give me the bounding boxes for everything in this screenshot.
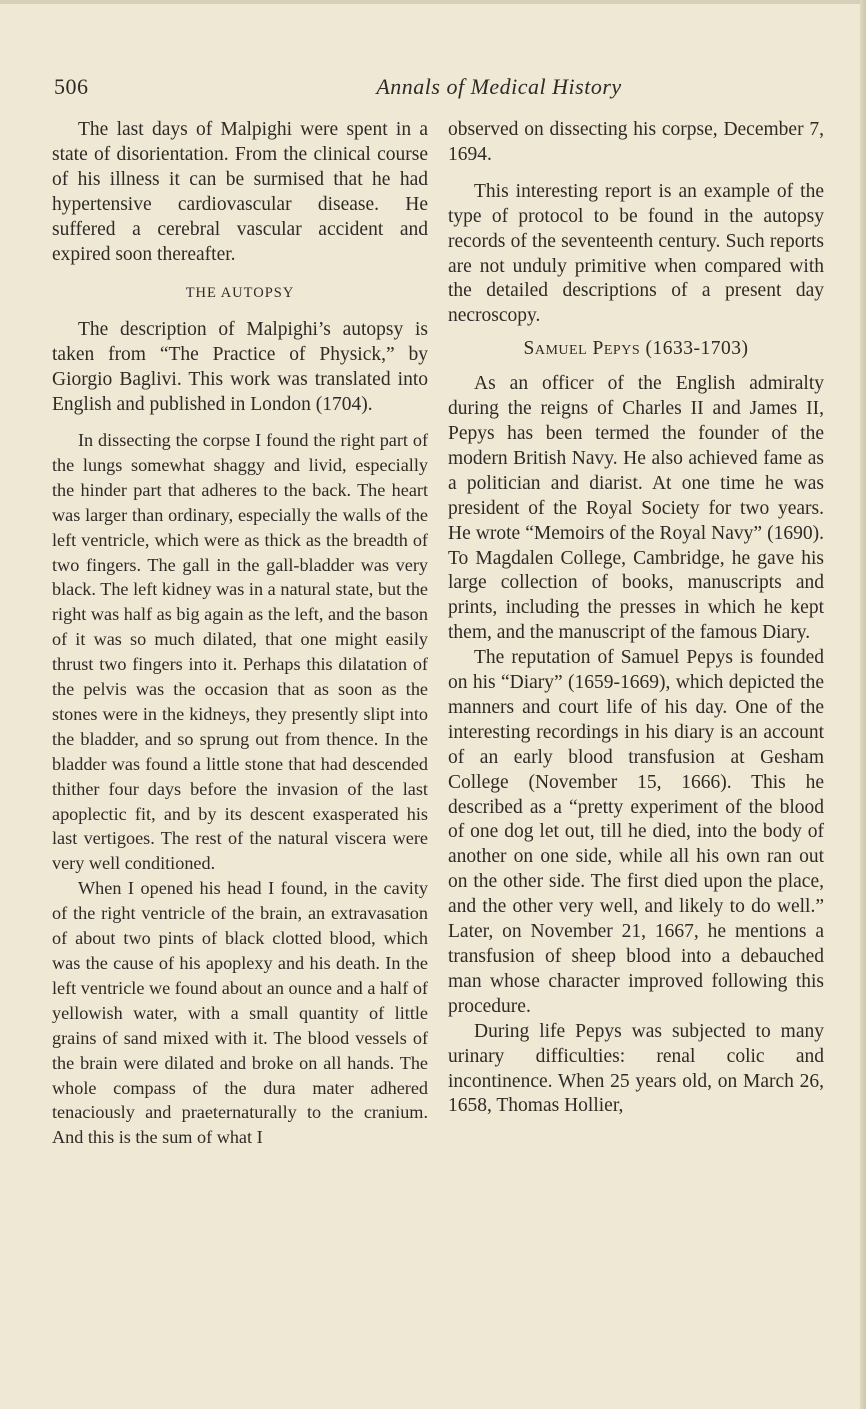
- right-column: [448, 118, 824, 1119]
- page-right-edge: [860, 0, 866, 1409]
- running-title: Annals of Medical History: [376, 74, 622, 99]
- paragraph-pepys-diary: The reputation of Samuel Pepys is founded on his “Diary” (1659-1669), which depicted the manners and court life of his day. One of the interesting recordings in his diary is an account of an early blood transfusion at Gesham College (November 15, 1666). This he described as a “pretty experiment of the blood of one dog let out, till he died, into the body of another on one side, while all his own ran out on the other side. The first died upon the place, and the other very well, and likely to do well.” Later, on November 21, 1667, he mentions a transfusion of sheep blood into a debauched man whose character improved following this procedure.: [448, 647, 824, 1017]
- quote-dissection: In dissecting the corpse I found the right part of the lungs somewhat shaggy and livid, especially the hinder part that adheres to the back. The heart was larger than ordinary, especially the walls of the left ventricle, which were as thick as the breadth of two fingers. The gall in the gall-bladder was very black. The left kidney was in a natural state, but the right was half as big again as the left, and the bason of it was so much dilated, that one might easily thrust two fingers into it. Perhaps this dilatation of the pelvis was the occasion that as soon as the stones were in the kidneys, they presently slipt into the bladder, and so sprung out from thence. In the bladder was found a little stone that had descended thither four days before the invasion of the last apoplectic fit, and by its descent exasperated his last vertigoes. The rest of the natural viscera were very well conditioned.: [52, 429, 428, 874]
- left-column: [52, 118, 428, 1150]
- section-heading-pepys: Samuel Pepys (1633-1703): [523, 338, 749, 360]
- paragraph-continuation: observed on dissecting his corpse, December 7, 1694.: [448, 119, 824, 165]
- quote-head: When I opened his head I found, in the cavity of the right ventricle of the brain, an extravasation of about two pints of black clotted blood, which was the cause of his apoplexy and his death. In the left ventricle we found about an ounce and a half of yellowish water, with a small quantity of little grains of sand mixed with it. The blood vessels of the brain were dilated and broke on all hands. The whole compass of the dura mater adhered tenaciously and praeternaturally to the cranium. And this is the sum of what I: [52, 878, 428, 1148]
- paragraph-pepys-urinary: During life Pepys was subjected to many urinary difficulties: renal colic and incontinence. When 25 years old, on March 26, 1658, Thomas Hollier,: [448, 1020, 824, 1117]
- section-heading-autopsy: THE AUTOPSY: [185, 285, 295, 302]
- page-number: 506: [54, 74, 89, 99]
- page-top-edge: [0, 0, 866, 4]
- paragraph-autopsy-source: The description of Malpighi’s autopsy is taken from “The Practice of Physick,” by Giorgio Baglivi. This work was translated into English and published in London (1704).: [52, 319, 428, 416]
- paragraph-protocol: This interesting report is an example of the type of protocol to be found in the autopsy records of the seventeenth century. Such reports are not unduly primitive when compared with the detailed descriptions of a present day necroscopy.: [448, 180, 824, 327]
- paragraph-last-days: The last days of Malpighi were spent in a state of disorientation. From the clinical course of his illness it can be surmised that he had hypertensive cardiovascular disease. He suffered a cerebral vascular accident and expired soon thereafter.: [52, 119, 428, 265]
- paragraph-pepys-admiralty: As an officer of the English admiralty during the reigns of Charles II and James II, Pepys has been termed the founder of the modern British Navy. He also achieved fame as a politician and diarist. At one time he was president of the Royal Society for two years. He wrote “Memoirs of the Royal Navy” (1690). To Magdalen College, Cambridge, he gave his large collection of books, manuscripts and prints, including the presses in which he kept them, and the manuscript of the famous Diary.: [448, 373, 824, 644]
- page-header: [54, 74, 824, 106]
